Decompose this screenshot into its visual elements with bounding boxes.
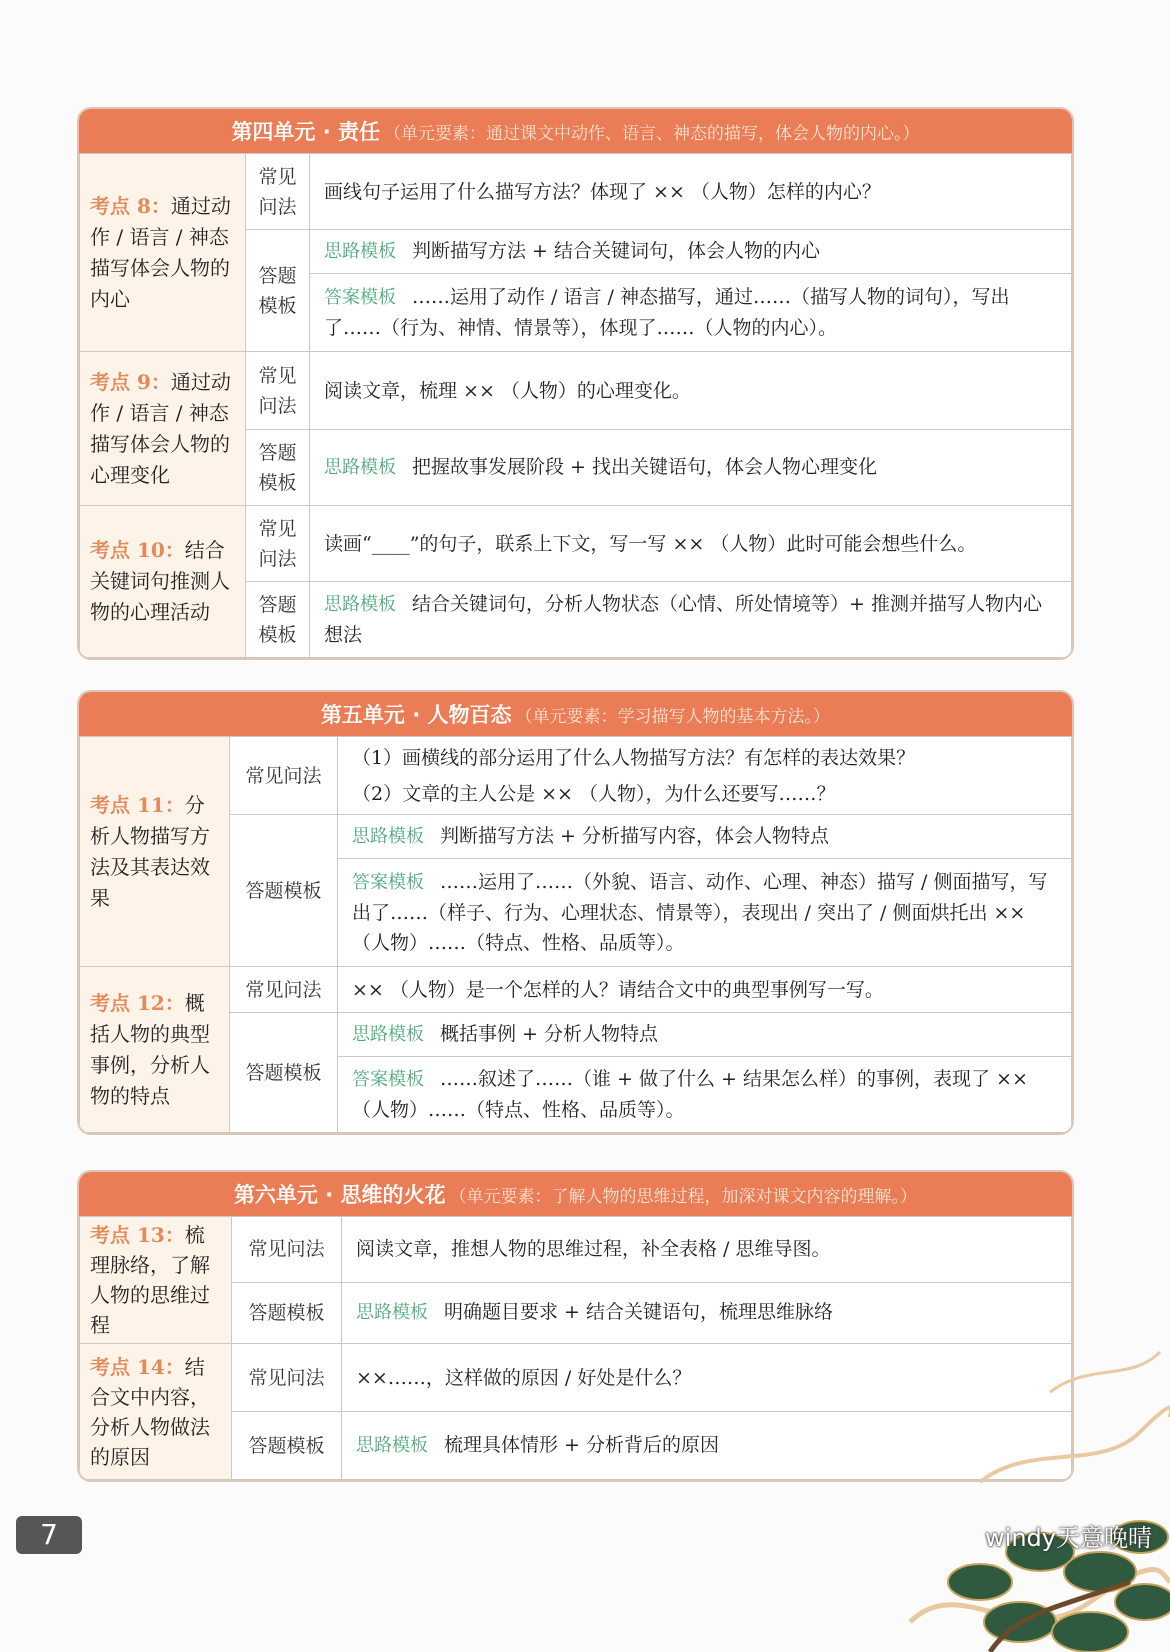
unit-requirement: （单元要素：了解人物的思维过程，加深对课文内容的理解。） bbox=[449, 1186, 918, 1207]
common-question-label: 常见问法 bbox=[232, 1344, 342, 1412]
key-point-cell bbox=[80, 506, 246, 658]
thinking-template-cell bbox=[338, 815, 1072, 859]
unit-title: 第五单元 · 人物百态 bbox=[320, 703, 512, 727]
key-point-cell bbox=[80, 154, 246, 352]
key-point-cell bbox=[80, 737, 230, 967]
answer-template-label: 答题模板 bbox=[232, 1412, 342, 1480]
key-point-label: 考点 14： bbox=[90, 1354, 185, 1379]
answer-template-cell bbox=[338, 1057, 1072, 1133]
answer-template-label: 答题模板 bbox=[246, 582, 310, 658]
thinking-template-cell bbox=[310, 582, 1072, 658]
key-point-text: 结合关键词句推测人物的心理活动 bbox=[90, 538, 230, 624]
common-question-label: 常见问法 bbox=[246, 154, 310, 230]
thinking-template-text: 判断描写方法 + 分析描写内容，体会人物特点 bbox=[440, 825, 830, 847]
key-point-cell bbox=[80, 1217, 232, 1344]
thinking-template-text: 梳理具体情形 + 分析背后的原因 bbox=[444, 1434, 719, 1456]
common-question-text: 阅读文章，推想人物的思维过程，补全表格 / 思维导图。 bbox=[342, 1217, 1072, 1283]
pine-tree-illustration bbox=[870, 1322, 1170, 1652]
key-point-label: 考点 8： bbox=[90, 193, 171, 218]
key-point-label: 考点 11： bbox=[90, 792, 185, 817]
unit-4-grid bbox=[79, 153, 1072, 658]
thinking-template-text: 明确题目要求 + 结合关键语句，梳理思维脉络 bbox=[444, 1301, 834, 1324]
answer-template-cell bbox=[338, 859, 1072, 967]
common-question-label: 常见问法 bbox=[230, 967, 338, 1013]
key-point-label: 考点 9： bbox=[90, 369, 171, 394]
key-point-cell bbox=[80, 352, 246, 506]
thinking-template-tag: 思路模板 bbox=[356, 1302, 428, 1324]
unit-title: 第四单元 · 责任 bbox=[231, 120, 381, 144]
page-number: 7 bbox=[16, 1516, 82, 1554]
answer-template-text: ……运用了……（外貌、语言、动作、心理、神态）描写 / 侧面描写，写出了……（样子、行为、心理状态、情景等），表现出 / 突出了 / 侧面烘托出 ×× （人物）……（特点、性格、品质等）。 bbox=[352, 871, 1048, 954]
table-row bbox=[80, 737, 1072, 815]
thinking-template-cell bbox=[310, 230, 1072, 274]
key-point-text: 概括人物的典型事例，分析人物的特点 bbox=[90, 990, 210, 1108]
table-row bbox=[80, 352, 1072, 430]
key-point-label: 考点 10： bbox=[90, 538, 185, 562]
answer-template-cell bbox=[310, 274, 1072, 352]
common-question-cell bbox=[338, 737, 1072, 815]
thinking-template-tag: 思路模板 bbox=[352, 1024, 424, 1045]
answer-template-label: 答题模板 bbox=[230, 815, 338, 967]
thinking-template-tag: 思路模板 bbox=[324, 594, 396, 615]
common-question-label: 常见问法 bbox=[232, 1217, 342, 1283]
thinking-template-text: 判断描写方法 + 结合关键词句，体会人物的内心 bbox=[412, 240, 821, 262]
unit-6-header bbox=[79, 1172, 1072, 1216]
unit-5-grid bbox=[79, 736, 1072, 1133]
common-question-label: 常见问法 bbox=[246, 506, 310, 582]
common-question-text: ××……，这样做的原因 / 好处是什么？ bbox=[342, 1344, 1072, 1412]
common-question-text: ×× （人物）是一个怎样的人？请结合文中的典型事例写一写。 bbox=[338, 967, 1072, 1013]
table-row bbox=[80, 506, 1072, 582]
answer-template-tag: 答案模板 bbox=[324, 287, 396, 308]
unit-requirement: （单元要素：通过课文中动作、语言、神态的描写，体会人物的内心。） bbox=[384, 123, 920, 144]
thinking-template-cell bbox=[338, 1013, 1072, 1057]
key-point-text: 通过动作 / 语言 / 神态描写体会人物的内心 bbox=[90, 193, 231, 311]
answer-template-label: 答题模板 bbox=[246, 230, 310, 352]
answer-template-tag: 答案模板 bbox=[352, 1069, 424, 1090]
thinking-template-text: 概括事例 + 分析人物特点 bbox=[440, 1023, 658, 1045]
unit-4-header bbox=[79, 109, 1072, 153]
table-row bbox=[80, 154, 1072, 230]
common-question-text: （2）文章的主人公是 ×× （人物），为什么还要写……？ bbox=[352, 782, 836, 805]
watermark: windy天意晚晴 bbox=[985, 1524, 1152, 1552]
key-point-text: 结合文中内容，分析人物做法的原因 bbox=[90, 1354, 210, 1469]
unit-4-table bbox=[77, 107, 1074, 660]
common-question-text: 画线句子运用了什么描写方法？体现了 ×× （人物）怎样的内心？ bbox=[310, 154, 1072, 230]
key-point-text: 分析人物描写方法及其表达效果 bbox=[90, 792, 210, 910]
common-question-text: （1）画横线的部分运用了什么人物描写方法？有怎样的表达效果？ bbox=[352, 746, 916, 769]
unit-title: 第六单元 · 思维的火花 bbox=[233, 1183, 446, 1207]
thinking-template-cell bbox=[310, 430, 1072, 506]
unit-requirement: （单元要素：学习描写人物的基本方法。） bbox=[515, 706, 831, 727]
thinking-template-tag: 思路模板 bbox=[324, 457, 396, 478]
unit-5-header bbox=[79, 692, 1072, 736]
answer-template-label: 答题模板 bbox=[230, 1013, 338, 1133]
thinking-template-tag: 思路模板 bbox=[352, 826, 424, 847]
common-question-label: 常见问法 bbox=[230, 737, 338, 815]
key-point-cell bbox=[80, 1344, 232, 1480]
answer-template-label: 答题模板 bbox=[246, 430, 310, 506]
table-row bbox=[80, 1217, 1072, 1283]
common-question-label: 常见问法 bbox=[246, 352, 310, 430]
answer-template-label: 答题模板 bbox=[232, 1282, 342, 1343]
answer-template-text: ……运用了动作 / 语言 / 神态描写，通过……（描写人物的词句），写出了……（行为、神情、情景等），体现了……（人物的内心）。 bbox=[324, 286, 1010, 339]
thinking-template-text: 结合关键词句，分析人物状态（心情、所处情境等）+ 推测并描写人物内心想法 bbox=[324, 593, 1042, 646]
thinking-template-text: 把握故事发展阶段 + 找出关键语句，体会人物心理变化 bbox=[412, 456, 878, 478]
answer-template-text: ……叙述了……（谁 + 做了什么 + 结果怎么样）的事例，表现了 ×× （人物）……（特点、性格、品质等）。 bbox=[352, 1068, 1028, 1121]
key-point-label: 考点 13： bbox=[90, 1223, 185, 1247]
key-point-text: 梳理脉络，了解人物的思维过程 bbox=[90, 1223, 210, 1337]
common-question-text: 阅读文章，梳理 ×× （人物）的心理变化。 bbox=[310, 352, 1072, 430]
thinking-template-tag: 思路模板 bbox=[356, 1435, 428, 1456]
common-question-text: 读画“____”的句子，联系上下文，写一写 ×× （人物）此时可能会想些什么。 bbox=[310, 506, 1072, 582]
key-point-text: 通过动作 / 语言 / 神态描写体会人物的心理变化 bbox=[90, 369, 231, 487]
key-point-cell bbox=[80, 967, 230, 1133]
key-point-label: 考点 12： bbox=[90, 990, 185, 1015]
answer-template-tag: 答案模板 bbox=[352, 872, 424, 893]
unit-5-table bbox=[77, 690, 1074, 1135]
table-row bbox=[80, 967, 1072, 1013]
thinking-template-tag: 思路模板 bbox=[324, 241, 396, 262]
